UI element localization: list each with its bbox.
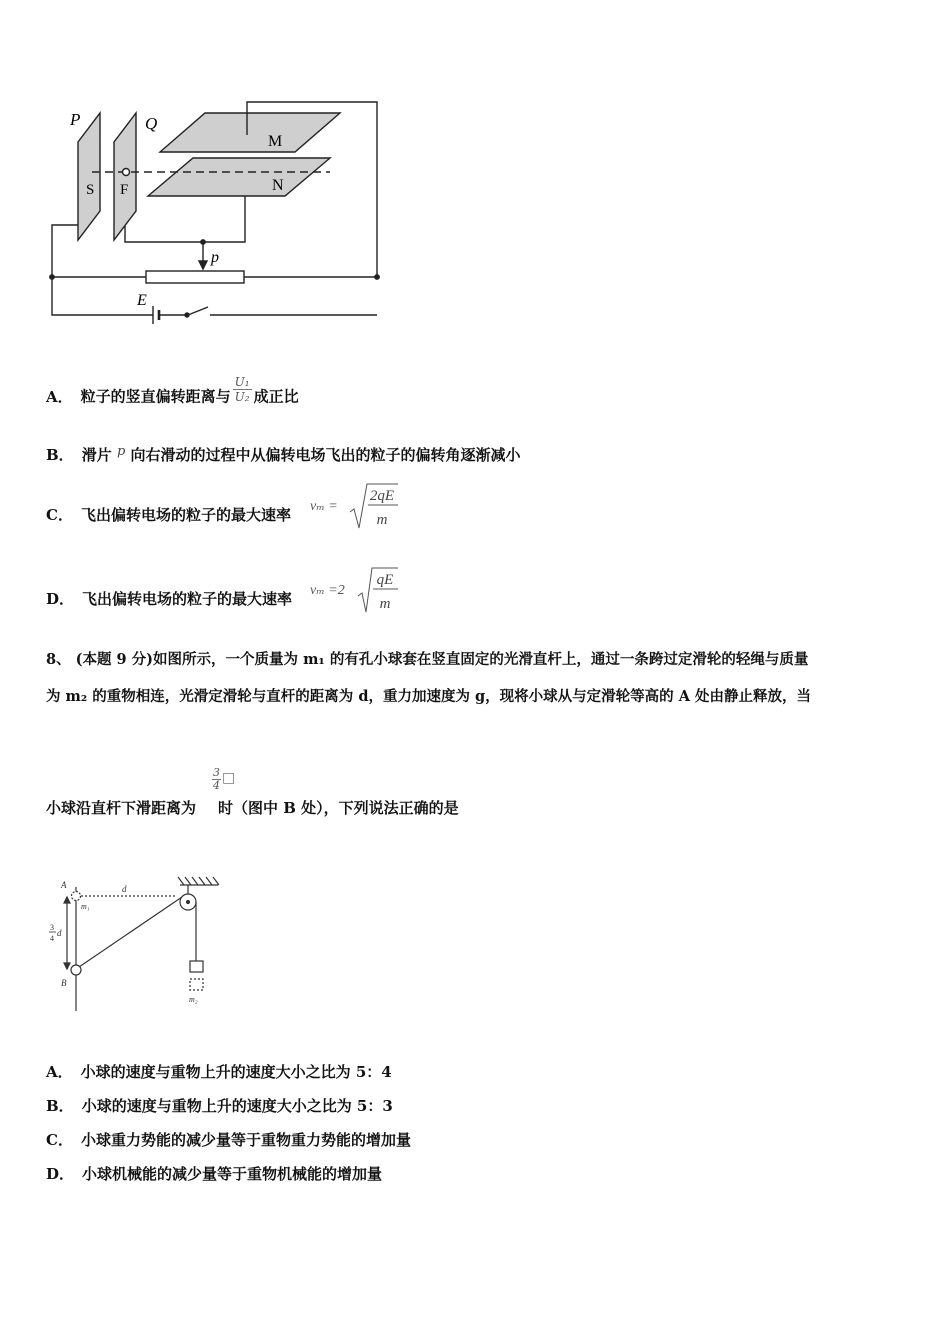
label-f: F (120, 182, 129, 198)
svg-text:m: m (379, 596, 391, 612)
label-side-num: 3 (50, 923, 54, 932)
plate-p (78, 113, 100, 240)
ball-a (72, 892, 81, 901)
label-e: E (137, 292, 147, 309)
weight-m2 (190, 961, 203, 972)
slider-arrow (199, 261, 207, 269)
option-label: B． (46, 446, 74, 464)
formula-vm-c (310, 478, 410, 532)
svg-text:qE: qE (376, 572, 394, 588)
label-side-d: d (57, 928, 62, 938)
weight-m2-initial (190, 979, 203, 990)
label-m2: m₂ (189, 995, 198, 1004)
label-n-plate: N (272, 177, 284, 194)
option-label: C． (46, 506, 73, 524)
q7-option-a: A． 粒子的竖直偏转距离与 $\frac{\text{U₁}}{\text{U₂}}$ 成正比 (46, 375, 299, 406)
circuit-figure (40, 95, 390, 330)
q8-option-c: C． 小球重力势能的减少量等于重物重力势能的增加量 (46, 1131, 411, 1149)
option-label: D． (46, 1165, 75, 1183)
switch (188, 307, 208, 315)
q8-option-a: A． 小球的速度与重物上升的速度大小之比为 5：4 (46, 1063, 392, 1081)
plate-n (148, 158, 330, 196)
label-s: S (86, 182, 95, 198)
option-label: A． (46, 387, 73, 406)
svg-text:vₘ =: vₘ = (310, 499, 338, 514)
q8-frac-box: □ (222, 770, 236, 786)
label-m1: m₁ (81, 902, 90, 911)
plate-q (114, 113, 136, 240)
pulley-figure (45, 873, 225, 1013)
rope (79, 897, 182, 967)
label-d: d (122, 884, 127, 894)
q8-option-d: D． 小球机械能的减少量等于重物机械能的增加量 (46, 1165, 383, 1183)
rheostat (146, 271, 244, 283)
label-p-plate: P (70, 110, 81, 129)
option-label: D． (46, 590, 75, 608)
svg-text:m: m (376, 512, 388, 528)
u1-over-u2-fraction: $\frac{\text{U₁}}{\text{U₂}}$ (234, 375, 250, 404)
svg-text:2qE: 2qE (369, 488, 395, 504)
label-b: B (61, 978, 67, 988)
formula-vm-d (310, 562, 410, 616)
label-q-plate: Q (145, 114, 158, 133)
q7-option-b: B． 滑片 p 向右滑动的过程中从偏转电场飞出的粒子的偏转角逐渐减小 (46, 444, 521, 464)
q7-option-c: C． 飞出偏转电场的粒子的最大速率 (46, 506, 291, 524)
option-label: B． (46, 1097, 74, 1115)
q8-inline-fraction: 3 4 (213, 766, 220, 792)
option-label: C． (46, 1131, 73, 1149)
p-symbol: p (116, 444, 126, 459)
label-m-plate: M (268, 133, 283, 150)
hole-f (123, 169, 130, 176)
option-label: A． (46, 1063, 73, 1081)
label-a: A (61, 880, 67, 890)
plate-m (160, 113, 340, 152)
ball-b (71, 965, 81, 975)
label-side-den: 4 (50, 934, 54, 943)
q8-stem-line1: 8、 (本题 9 分)如图所示，一个质量为 m₁ 的有孔小球套在竖直固定的光滑直杆上，通过一条跨过定滑轮的轻绳与质量 (46, 651, 809, 668)
svg-text:vₘ =2: vₘ =2 (310, 583, 345, 598)
q8-stem-line3: 小球沿直杆下滑距离为 时（图中 B 处），下列说法正确的是 (46, 799, 459, 817)
q8-stem-line2: 为 m₂ 的重物相连，光滑定滑轮与直杆的距离为 d，重力加速度为 g，现将小球从与定滑轮等高的 A 处由静止释放，当 (46, 688, 812, 705)
label-p-slider: p (211, 249, 219, 266)
q7-option-d: D． 飞出偏转电场的粒子的最大速率 (46, 590, 293, 608)
q8-option-b: B． 小球的速度与重物上升的速度大小之比为 5：3 (46, 1097, 393, 1115)
